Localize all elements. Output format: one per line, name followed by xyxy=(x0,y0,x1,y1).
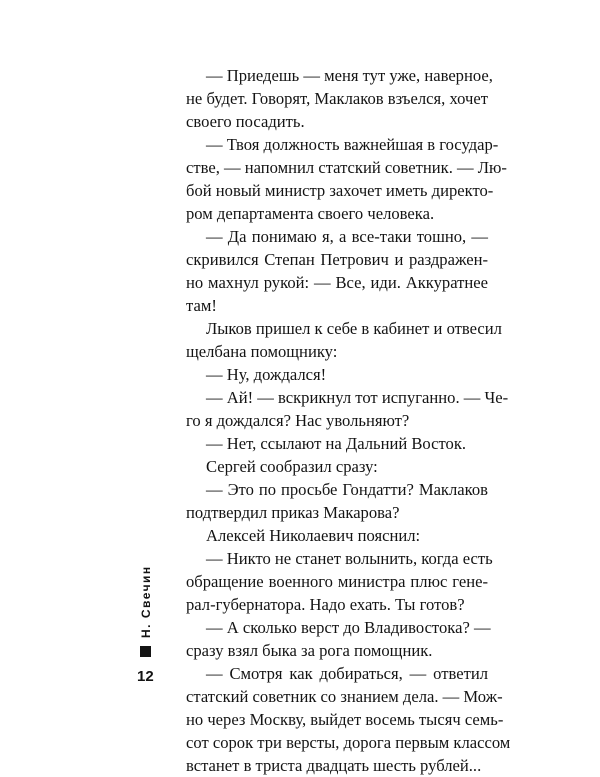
text-line: — Ну, дождался! xyxy=(206,365,327,384)
text-line: ром департамента своего человека. xyxy=(186,204,435,223)
text-line: своего посадить. xyxy=(186,112,305,131)
text-line: — А сколько верст до Владивостока? — xyxy=(206,618,491,637)
text-line: бой новый министр захочет иметь директо- xyxy=(186,181,494,200)
text-line: стве, — напомнил статский советник. — Лю- xyxy=(186,158,507,177)
text-line: обращение военного министра плюс гене- xyxy=(186,572,488,591)
text-line: сразу взял быка за рога помощник. xyxy=(186,641,433,660)
text-line: — Нет, ссылают на Дальний Восток. xyxy=(206,434,467,453)
text-line: Лыков пришел к себе в кабинет и отвесил xyxy=(206,319,502,338)
text-line: — Смотря как добираться, — ответил xyxy=(206,664,488,683)
text-line: — Приедешь — меня тут уже, наверное, xyxy=(206,66,493,85)
text-line: — Ай! — вскрикнул тот испуганно. — Че- xyxy=(206,388,509,407)
text-line: не будет. Говорят, Маклаков взъелся, хочет xyxy=(186,89,488,108)
page-number: 12 xyxy=(137,668,154,685)
text-line: Сергей сообразил сразу: xyxy=(206,457,378,476)
text-line: статский советник со знанием дела. — Мож- xyxy=(186,687,503,706)
text-line: рал-губернатора. Надо ехать. Ты готов? xyxy=(186,595,465,614)
text-line: но махнул рукой: — Все, иди. Аккуратнее xyxy=(186,273,488,292)
text-line: там! xyxy=(186,296,217,315)
text-line: — Это по просьбе Гондатти? Маклаков xyxy=(206,480,488,499)
text-line: подтвердил приказ Макарова? xyxy=(186,503,400,522)
text-line: щелбана помощнику: xyxy=(186,342,338,361)
text-line: встанет в триста двадцать шесть рублей... xyxy=(186,756,482,775)
text-line: — Твоя должность важнейшая в государ- xyxy=(206,135,499,154)
running-head-square-marker xyxy=(140,646,151,657)
text-line: но через Москву, выйдет восемь тысяч семь- xyxy=(186,710,504,729)
body-text xyxy=(186,64,511,777)
text-line: сот сорок три версты, дорога первым классом xyxy=(186,733,511,752)
text-line: го я дождался? Нас увольняют? xyxy=(186,411,410,430)
text-line: Алексей Николаевич пояснил: xyxy=(206,526,421,545)
text-line: — Никто не станет волынить, когда есть xyxy=(206,549,493,568)
text-line: скривился Степан Петрович и раздражен- xyxy=(186,250,488,269)
text-line: — Да понимаю я, а все-таки тошно, — xyxy=(206,227,488,246)
running-head-author: Н. Свечин xyxy=(139,565,153,638)
